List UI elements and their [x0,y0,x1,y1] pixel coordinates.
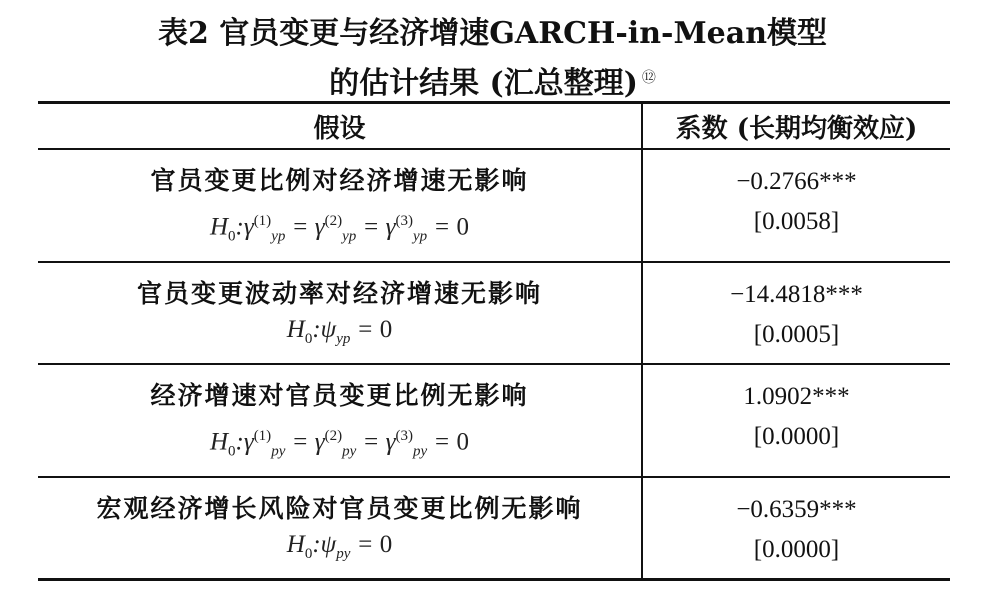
coefficient-cell [643,377,950,457]
table-title-line1: 表2 官员变更与经济增速GARCH-in-Mean模型 [157,16,828,51]
p-value: [0.0005] [753,321,840,348]
header-coefficient: 系数 (长期均衡效应) [675,114,918,144]
coefficient-value: −0.6359*** [736,496,857,523]
p-value: [0.0058] [753,208,840,235]
table-title-line2 [0,58,985,102]
table-row [38,365,950,476]
header-hypothesis: 假设 [313,114,366,144]
hypothesis-cell [38,164,641,255]
table-row [38,478,950,578]
coefficient-cell [643,162,950,242]
hypothesis-formula: $H_0:\psi_{yp} = 0$ [286,316,393,347]
table-row [38,263,950,363]
hypothesis-text: 经济增速对官员变更比例无影响 [150,381,529,410]
hypothesis-text: 官员变更波动率对经济增速无影响 [136,279,542,308]
coefficient-value: −14.4818*** [730,281,863,308]
hypothesis-cell [38,492,641,573]
coefficient-cell [643,275,950,355]
footnote-marker: ⑫ [641,70,656,86]
table-header [38,104,950,148]
hypothesis-formula: $H_0:\gamma^{(1)}_{yp} = \gamma^{(2)}_{yp} = \gamma^{(3)}_{yp} = 0$ [209,213,470,245]
p-value: [0.0000] [753,423,840,450]
table-title-line2-text: 的估计结果 (汇总整理) [329,66,638,101]
coefficient-value: −0.2766*** [736,168,857,195]
hypothesis-cell [38,379,641,470]
hypothesis-cell [38,277,641,358]
bottom-rule [38,578,950,581]
coefficient-cell [643,490,950,570]
hypothesis-text: 宏观经济增长风险对官员变更比例无影响 [96,494,583,523]
table-row [38,150,950,261]
p-value: [0.0000] [753,536,840,563]
hypothesis-text: 官员变更比例对经济增速无影响 [150,166,529,195]
hypothesis-formula: $H_0:\psi_{py} = 0$ [286,531,393,562]
coefficient-value: 1.0902*** [743,383,850,410]
hypothesis-formula: $H_0:\gamma^{(1)}_{py} = \gamma^{(2)}_{py} = \gamma^{(3)}_{py} = 0$ [209,428,470,460]
